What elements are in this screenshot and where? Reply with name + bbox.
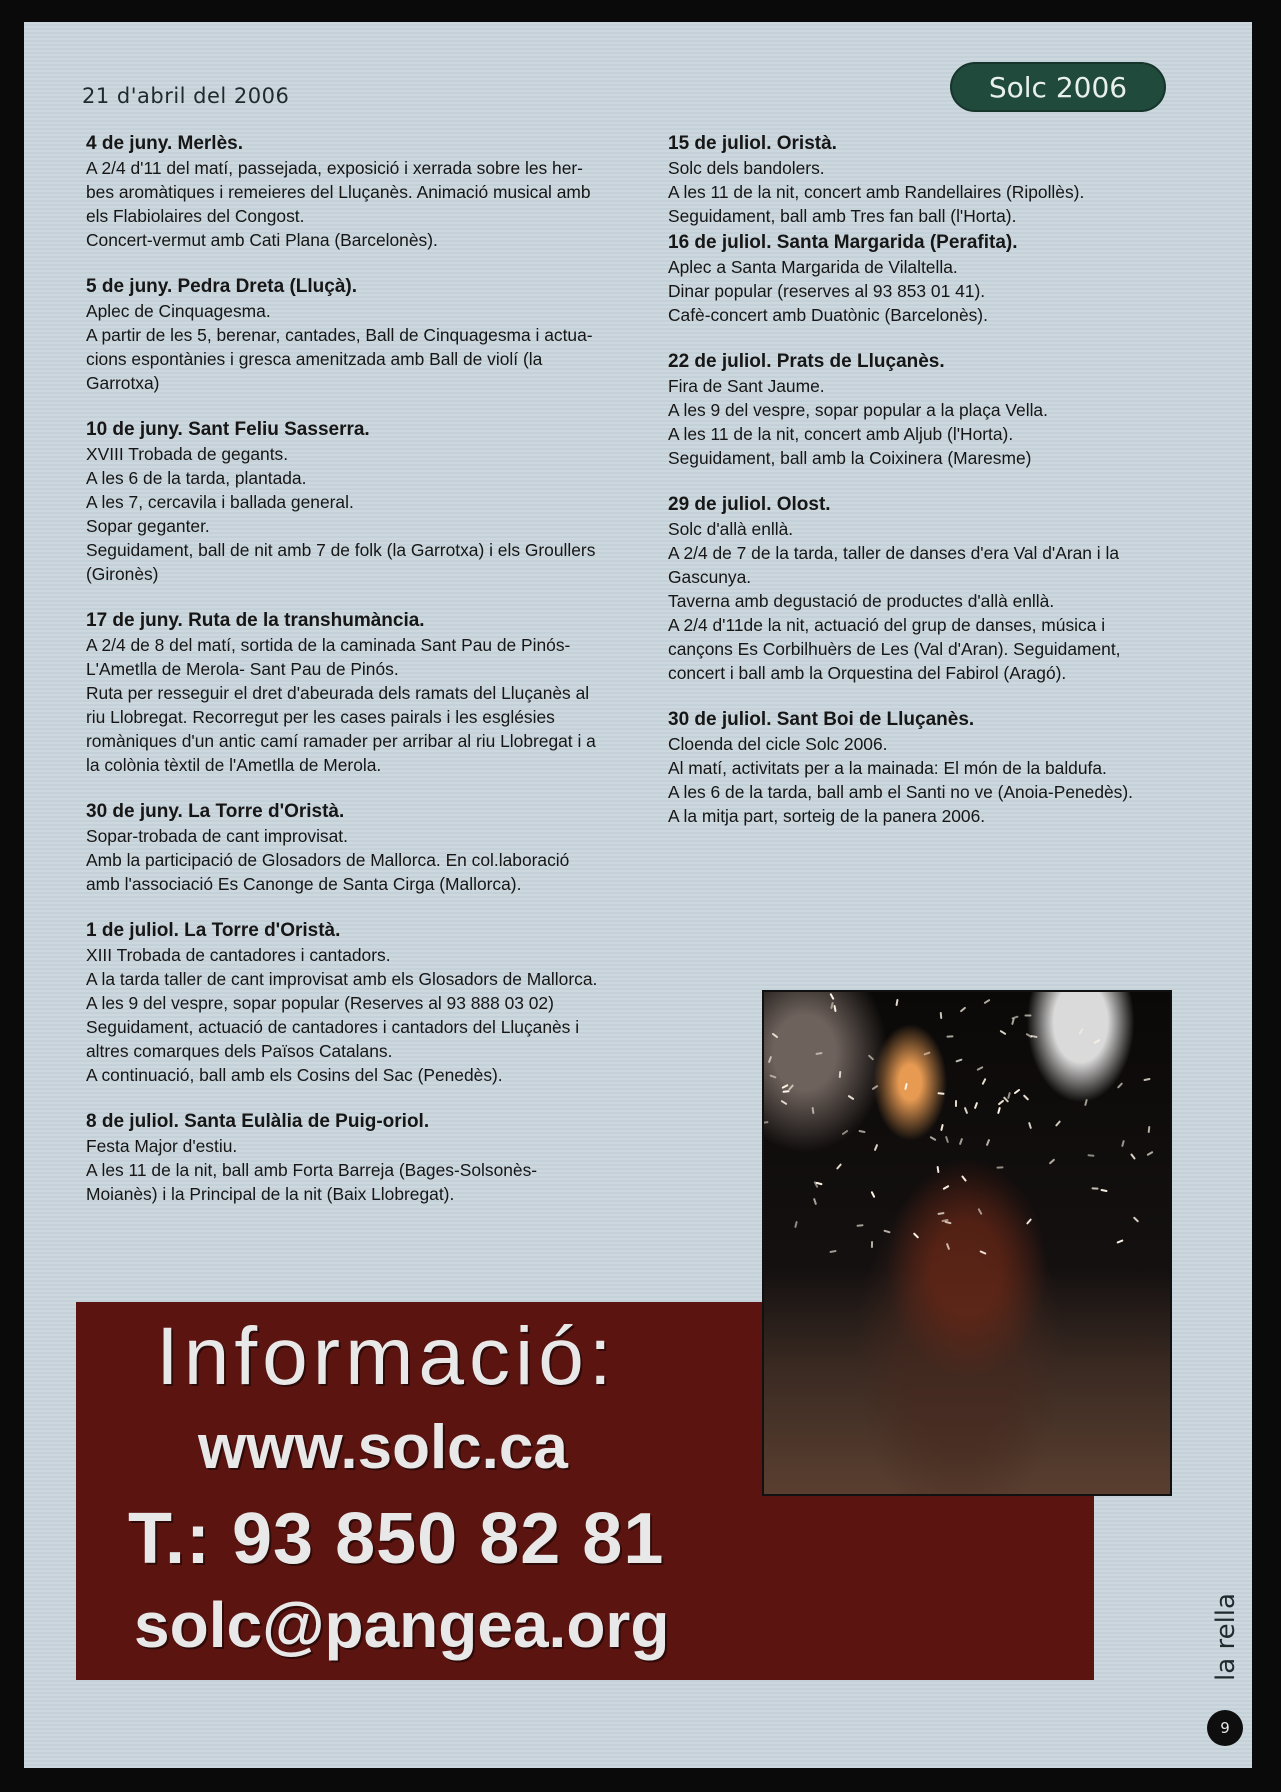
spark (830, 1250, 837, 1253)
spark (873, 1144, 878, 1151)
spark (942, 1185, 949, 1190)
event-detail-line: Festa Major d'estiu. (86, 1136, 238, 1156)
issue-date: 21 d'abril del 2006 (82, 84, 290, 108)
spark (945, 1136, 949, 1143)
spark (1049, 1159, 1056, 1165)
event-title: 10 de juny. Sant Feliu Sasserra. (86, 419, 370, 440)
spark (1007, 1092, 1011, 1099)
spark (979, 1251, 986, 1256)
spark (1147, 1126, 1150, 1133)
spark (976, 1066, 983, 1071)
spark (1087, 1154, 1094, 1157)
publication-name (1210, 1582, 1254, 1692)
event-detail-line: Dinar popular (reserves al 93 853 01 41). (668, 281, 986, 301)
spark (858, 1129, 865, 1132)
spark (955, 1100, 957, 1107)
info-title: Informació: (156, 1311, 617, 1402)
event-detail-line: A 2/4 d'11 del matí, passejada, exposició i xerrada sobre les her- (86, 158, 583, 178)
spark (794, 1221, 798, 1228)
spark (812, 1107, 815, 1114)
spark (937, 1212, 944, 1215)
spark (884, 1230, 891, 1234)
spark (838, 1071, 841, 1078)
event-block (668, 132, 1208, 228)
spark (937, 1092, 944, 1095)
spark (829, 993, 834, 1000)
event-detail-line: Cloenda del cicle Solc 2006. (668, 734, 888, 754)
event-detail-line: Sopar geganter. (86, 516, 210, 536)
event-block (86, 275, 656, 395)
spark (997, 1099, 1004, 1105)
event-detail-line: Garrotxa) (86, 373, 160, 393)
spark (768, 1056, 772, 1063)
spark (1011, 1018, 1015, 1025)
event-detail-line: Fira de Sant Jaume. (668, 376, 825, 396)
event-detail-line: A les 7, cercavila i ballada general. (86, 492, 354, 512)
spark (929, 1136, 936, 1141)
spark (762, 1121, 769, 1124)
event-detail-line: cions espontànies i gresca amenitzada amb Ball de violí (la (86, 349, 543, 369)
event-detail-line: XIII Trobada de cantadores i cantadors. (86, 945, 391, 965)
event-detail-line: A les 9 del vespre, sopar popular a la plaça Vella. (668, 400, 1048, 420)
info-email[interactable]: solc@pangea.org (134, 1589, 670, 1661)
spark (1025, 1033, 1032, 1038)
event-detail-line: Al matí, activitats per a la mainada: El món de la baldufa. (668, 758, 1107, 778)
event-block (86, 800, 656, 896)
event-detail-line: els Flabiolaires del Congost. (86, 206, 305, 226)
spark (834, 1005, 837, 1012)
spark (848, 1095, 855, 1100)
spark (1133, 1216, 1139, 1222)
event-title: 30 de juliol. Sant Boi de Lluçanès. (668, 709, 975, 730)
event-detail-line: A les 11 de la nit, concert amb Aljub (l'Horta). (668, 424, 1014, 444)
spark (974, 1101, 978, 1108)
spark (937, 1166, 940, 1173)
event-detail-line: amb l'associació Es Canonge de Santa Cirga (Mallorca). (86, 874, 522, 894)
event-detail-line: Seguidament, ball amb la Coixinera (Maresme) (668, 448, 1032, 468)
event-title: 17 de juny. Ruta de la transhumància. (86, 610, 425, 631)
spark (1028, 1122, 1032, 1129)
event-detail-line: L'Ametlla de Merola- Sant Pau de Pinós. (86, 659, 399, 679)
spark (782, 1090, 789, 1093)
event-detail-line: A les 9 del vespre, sopar popular (Reserves al 93 888 03 02) (86, 993, 554, 1013)
spark (872, 1084, 879, 1089)
info-website[interactable]: www.solc.ca (198, 1413, 568, 1482)
event-detail-line: A les 11 de la nit, concert amb Randellaires (Ripollès). (668, 182, 1085, 202)
spark (961, 1175, 967, 1182)
spark (959, 1138, 963, 1145)
spark (867, 1054, 873, 1060)
spark (964, 1107, 968, 1114)
event-detail-line: Cafè-concert amb Duatònic (Barcelonès). (668, 305, 988, 325)
event-detail-line: A 2/4 de 8 del matí, sortida de la caminada Sant Pau de Pinós- (86, 635, 571, 655)
spark (771, 1033, 778, 1039)
event-detail-line: A les 11 de la nit, ball amb Forta Barreja (Bages-Solsonès- (86, 1160, 538, 1180)
event-detail-line: A les 6 de la tarda, plantada. (86, 468, 307, 488)
event-title: 15 de juliol. Oristà. (668, 133, 837, 154)
event-detail-line: altres comarques dels Països Catalans. (86, 1041, 393, 1061)
spark (923, 1051, 930, 1055)
spark (1121, 1140, 1125, 1147)
event-block (668, 493, 1208, 685)
left-event-column (86, 132, 656, 1229)
spark (947, 1035, 954, 1037)
event-detail-line: A continuació, ball amb els Cosins del Sac (Penedès). (86, 1065, 503, 1085)
fireworks-correfoc-photo (762, 990, 1172, 1496)
event-detail-line: A 2/4 de 7 de la tarda, taller de danses d'era Val d'Aran i la (668, 543, 1120, 563)
spark (835, 1163, 841, 1170)
spark (946, 1243, 950, 1250)
event-block (86, 418, 656, 586)
event-block (86, 609, 656, 777)
event-title: 22 de juliol. Prats de Lluçanès. (668, 351, 945, 372)
spark (1094, 1039, 1101, 1044)
spark (983, 999, 990, 1004)
spark (816, 1052, 823, 1055)
info-phone: T.: 93 850 82 81 (128, 1499, 665, 1579)
event-block (86, 919, 656, 1087)
event-detail-line: A la tarda taller de cant improvisat amb els Glosadors de Mallorca. (86, 969, 598, 989)
spark (1079, 1027, 1084, 1034)
spark (896, 999, 899, 1006)
event-detail-line: Taverna amb degustació de productes d'allà enllà. (668, 591, 1055, 611)
event-detail-line: Concert-vermut amb Cati Plana (Barcelonès). (86, 230, 438, 250)
spark (871, 1241, 873, 1248)
spark (1014, 1089, 1021, 1095)
event-detail-line: A la mitja part, sorteig de la panera 2006. (668, 806, 986, 826)
spark (940, 1124, 944, 1131)
spark (1116, 1240, 1123, 1244)
event-detail-line: A 2/4 d'11de la nit, actuació del grup de danses, música i (668, 615, 1106, 635)
event-detail-line: (Gironès) (86, 564, 159, 584)
spark (996, 1166, 1003, 1168)
event-detail-line: la colònia tèxtil de l'Ametlla de Merola. (86, 755, 382, 775)
spark (857, 1224, 864, 1227)
spark (985, 1139, 989, 1146)
spark (1146, 1151, 1153, 1156)
event-detail-line: Solc dels bandolers. (668, 158, 825, 178)
event-detail-line: XVIII Trobada de gegants. (86, 444, 289, 464)
spark (997, 1107, 1001, 1114)
spark (1084, 1099, 1088, 1106)
event-detail-line: Aplec de Cinquagesma. (86, 301, 271, 321)
spark (1092, 1187, 1099, 1189)
event-detail-line: Moianès) i la Principal de la nit (Baix Llobregat). (86, 1184, 455, 1204)
event-detail-line: Seguidament, actuació de cantadores i cantadors del Lluçanès i (86, 1017, 580, 1037)
spark (1117, 1082, 1123, 1088)
event-detail-line: concert i ball amb la Orquestina del Fabirol (Aragó). (668, 663, 1067, 683)
event-title: 1 de juliol. La Torre d'Oristà. (86, 920, 341, 941)
spark (842, 1130, 849, 1136)
spark (781, 1100, 788, 1105)
event-title: 29 de juliol. Olost. (668, 494, 831, 515)
magazine-page (24, 22, 1252, 1768)
spark (769, 1074, 776, 1078)
event-detail-line: riu Llobregat. Recorregut per les cases pairals i les esglésies (86, 707, 555, 727)
spark (1130, 1153, 1136, 1160)
spark (904, 1083, 908, 1090)
right-event-column (668, 132, 1208, 851)
event-detail-line: A les 6 de la tarda, ball amb el Santi no ve (Anoia-Penedès). (668, 782, 1133, 802)
event-block (668, 231, 1208, 327)
spark (940, 1012, 943, 1019)
event-title: 4 de juny. Merlès. (86, 133, 243, 154)
event-detail-line: Gascunya. (668, 567, 752, 587)
spark (977, 1208, 982, 1215)
event-detail-line: Aplec a Santa Margarida de Vilaltella. (668, 257, 958, 277)
event-block (86, 132, 656, 252)
spark (1026, 1218, 1032, 1225)
spark (1143, 1078, 1150, 1081)
spark (1055, 1120, 1061, 1127)
event-title: 30 de juny. La Torre d'Oristà. (86, 801, 345, 822)
spark (871, 1191, 876, 1198)
spark (959, 1006, 966, 1012)
event-block (86, 1110, 656, 1206)
event-title: 8 de juliol. Santa Eulàlia de Puig-oriol. (86, 1111, 430, 1132)
event-detail-line: Seguidament, ball de nit amb 7 de folk (la Garrotxa) i els Groullers (86, 540, 596, 560)
event-title: 16 de juliol. Santa Margarida (Perafita). (668, 232, 1018, 253)
event-detail-line: Solc d'allà enllà. (668, 519, 794, 539)
spark (1024, 1014, 1031, 1016)
event-title: 5 de juny. Pedra Dreta (Lluçà). (86, 276, 358, 297)
event-detail-line: romàniques d'un antic camí ramader per arribar al riu Llobregat i a (86, 731, 596, 751)
spark (955, 1059, 962, 1063)
page-number: 9 (1207, 1710, 1243, 1746)
spark (981, 1078, 986, 1085)
event-detail-line: bes aromàtiques i remeieres del Lluçanès. Animació musical amb (86, 182, 591, 202)
event-detail-line: Ruta per resseguir el dret d'abeurada dels ramats del Lluçanès al (86, 683, 590, 703)
section-badge: Solc 2006 (952, 64, 1164, 110)
spark (813, 1198, 817, 1205)
spark (913, 1232, 919, 1238)
spark (1000, 1030, 1007, 1035)
publication-name-text: la rella (1210, 1593, 1241, 1681)
event-block (668, 350, 1208, 470)
event-detail-line: Sopar-trobada de cant improvisat. (86, 826, 348, 846)
event-detail-line: A partir de les 5, berenar, cantades, Ball de Cinquagesma i actua- (86, 325, 593, 345)
event-detail-line: cançons Es Corbilhuèrs de Les (Val d'Aran). Seguidament, (668, 639, 1121, 659)
spark (1023, 1094, 1029, 1100)
event-block (668, 708, 1208, 828)
event-detail-line: Seguidament, ball amb Tres fan ball (l'Horta). (668, 206, 1017, 226)
event-detail-line: Amb la participació de Glosadors de Mallorca. En col.laboració (86, 850, 570, 870)
spark (1101, 1189, 1108, 1192)
